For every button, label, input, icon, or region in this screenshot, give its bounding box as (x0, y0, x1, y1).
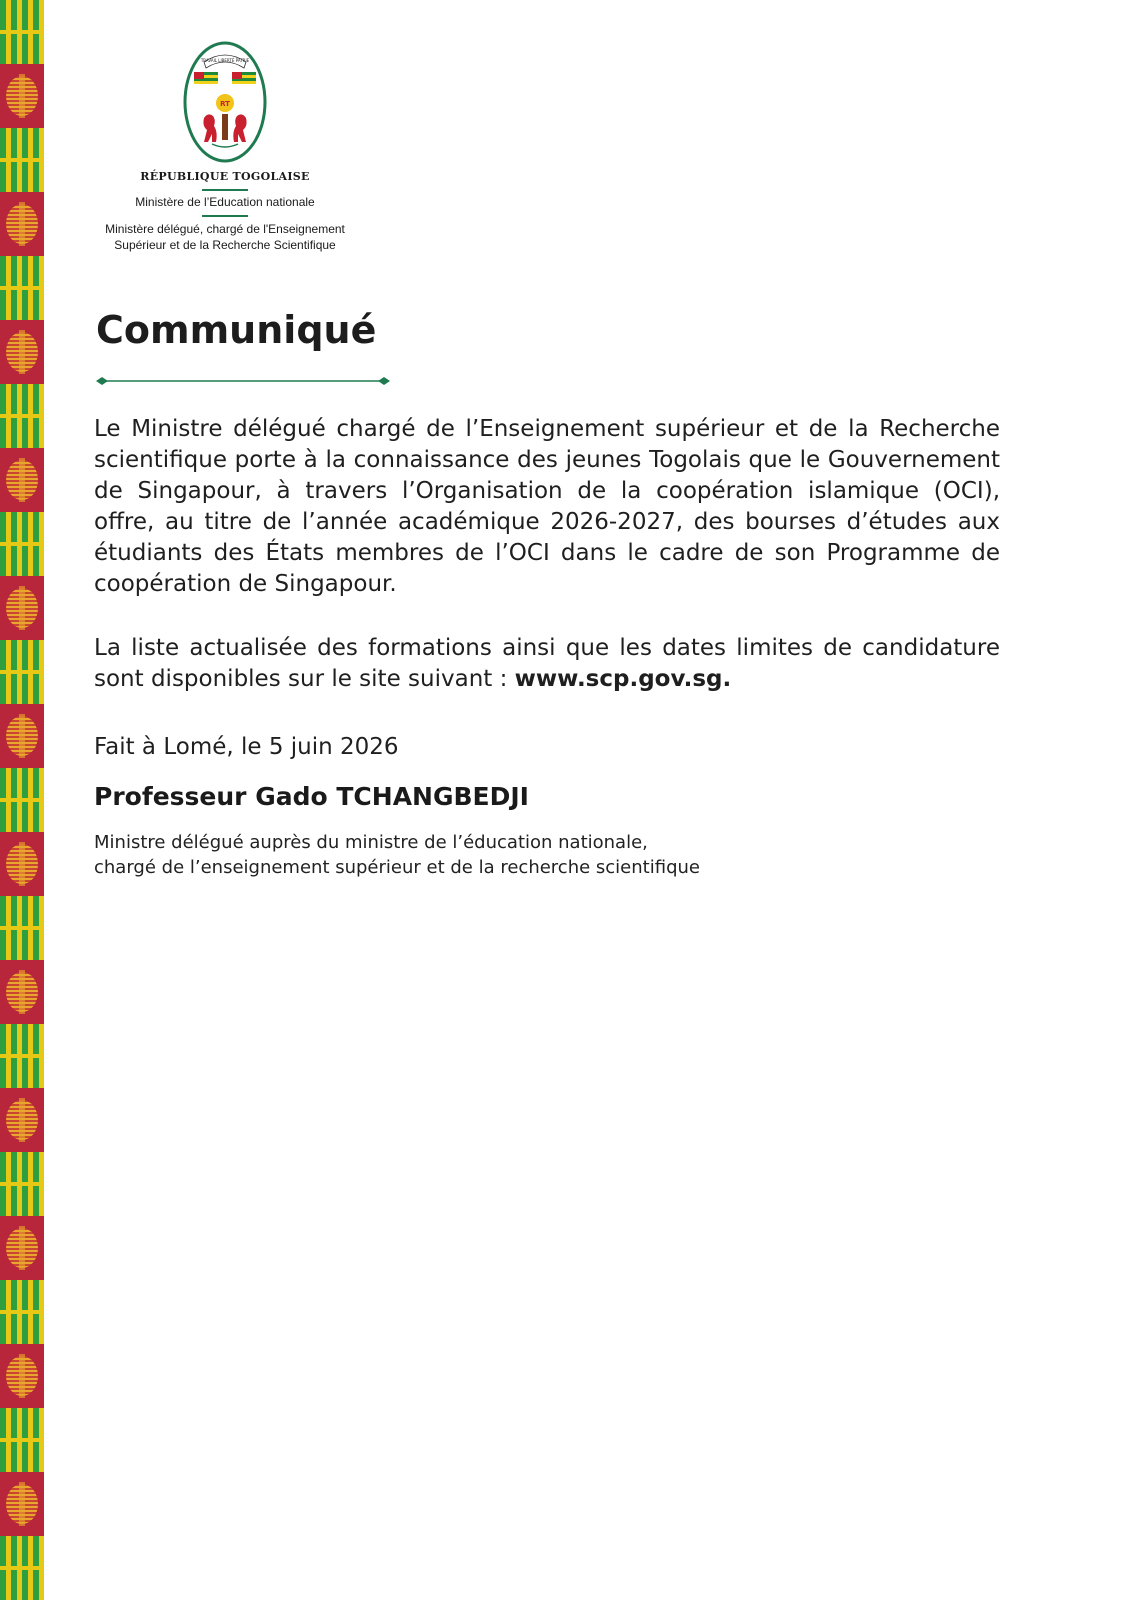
border-medallion-segment (0, 320, 44, 384)
border-stripe-segment (0, 512, 44, 576)
border-medallion-segment (0, 448, 44, 512)
emblem-motto: TRAVAIL LIBERTÉ PATRIE (200, 58, 250, 63)
border-stripe-segment (0, 0, 44, 64)
border-stripe-segment (0, 1152, 44, 1216)
title-underline (96, 376, 390, 386)
document-title: Communiqué (96, 308, 377, 352)
border-stripe-segment (0, 1536, 44, 1600)
border-medallion-segment (0, 832, 44, 896)
sub-ministry-line-2: Supérieur et de la Recherche Scientifique (114, 238, 336, 252)
border-medallion-segment (0, 1344, 44, 1408)
border-medallion-segment (0, 576, 44, 640)
website-link[interactable]: www.scp.gov.sg. (514, 666, 732, 692)
coat-of-arms-icon (182, 40, 268, 164)
border-stripe-segment (0, 1408, 44, 1472)
border-medallion-segment (0, 64, 44, 128)
signer-title-line-2: chargé de l’enseignement supérieur et de la recherche scientifique (94, 857, 700, 878)
border-stripe-segment (0, 768, 44, 832)
sub-ministry-name (90, 221, 360, 253)
emblem-initials: RT (220, 100, 230, 108)
border-stripe-segment (0, 1280, 44, 1344)
border-stripe-segment (0, 384, 44, 448)
border-stripe-segment (0, 256, 44, 320)
border-medallion-segment (0, 192, 44, 256)
ministry-name: Ministère de l’Education nationale (135, 195, 315, 209)
signer-name: Professeur Gado TCHANGBEDJI (94, 782, 529, 811)
paragraph-2-text: La liste actualisée des formations ainsi que les dates limites de candidature sont disponibles sur le site suivant : (94, 635, 1000, 692)
border-medallion-segment (0, 960, 44, 1024)
communique-paragraph-2 (94, 633, 1000, 695)
header-divider (202, 189, 248, 191)
communique-paragraph-1: Le Ministre délégué chargé de l’Enseignement supérieur et de la Recherche scientifique porte à la connaissance des jeunes Togolais que le Gouvernement de Singapour, à travers l’Organisation de la coopération islamique (OCI), offre, au titre de l’année académique 2026-2027, des bourses d’études aux étudiants des États membres de l’OCI dans le cadre de son Programme de coopération de Singapour. (94, 416, 1000, 597)
border-medallion-segment (0, 1472, 44, 1536)
border-medallion-segment (0, 1216, 44, 1280)
date-place-line: Fait à Lomé, le 5 juin 2026 (94, 734, 399, 760)
border-stripe-segment (0, 640, 44, 704)
sub-ministry-line-1: Ministère délégué, chargé de l'Enseignement (105, 222, 345, 236)
border-medallion-segment (0, 1088, 44, 1152)
letterhead (90, 40, 360, 253)
republic-name: RÉPUBLIQUE TOGOLAISE (140, 170, 310, 183)
signer-title (94, 830, 700, 880)
border-stripe-segment (0, 896, 44, 960)
border-medallion-segment (0, 704, 44, 768)
signer-title-line-1: Ministre délégué auprès du ministre de l’éducation nationale, (94, 832, 648, 853)
border-stripe-segment (0, 1024, 44, 1088)
header-divider-2 (202, 215, 248, 217)
decorative-side-border (0, 0, 44, 1600)
border-stripe-segment (0, 128, 44, 192)
